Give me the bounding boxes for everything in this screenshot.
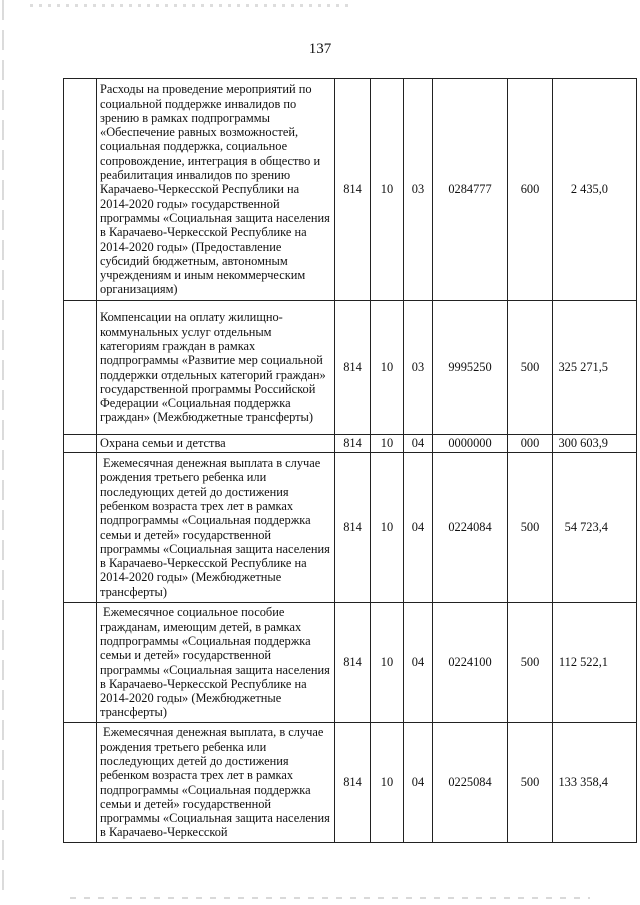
subsection-cell: 04 <box>404 723 433 843</box>
amount-cell: 2 435,0 <box>553 79 637 301</box>
amount-cell: 300 603,9 <box>553 435 637 453</box>
row-number-cell <box>64 435 97 453</box>
subsection-cell: 03 <box>404 301 433 435</box>
subsection-cell: 04 <box>404 603 433 723</box>
table-row <box>64 301 637 435</box>
table-row <box>64 723 637 843</box>
row-number-cell <box>64 603 97 723</box>
grbs-cell: 814 <box>335 453 371 603</box>
table-row <box>64 435 637 453</box>
expense-name-cell: Ежемесячная денежная выплата в случае рождения третьего ребенка или последующих детей до достижения ребенком возраста трех лет в рамках подпрограммы «Социальная поддержка семьи и детей» государственной программы «Социальная защита населения в Карачаево-Черкесской Республике на 2014-2020 годы» (Межбюджетные трансферты) <box>97 453 335 603</box>
row-number-cell <box>64 79 97 301</box>
page-number: 137 <box>308 41 332 57</box>
scan-artifact-bottom <box>70 897 590 899</box>
amount-cell: 325 271,5 <box>553 301 637 435</box>
expense-name-cell: Охрана семьи и детства <box>97 435 335 453</box>
amount-cell: 112 522,1 <box>553 603 637 723</box>
row-number-cell <box>64 723 97 843</box>
subsection-cell: 04 <box>404 453 433 603</box>
target-article-cell: 0224100 <box>433 603 508 723</box>
grbs-cell: 814 <box>335 723 371 843</box>
grbs-cell: 814 <box>335 79 371 301</box>
target-article-cell: 0284777 <box>433 79 508 301</box>
row-number-cell <box>64 301 97 435</box>
grbs-cell: 814 <box>335 603 371 723</box>
section-cell: 10 <box>371 79 404 301</box>
section-cell: 10 <box>371 435 404 453</box>
expense-name-cell: Расходы на проведение мероприятий по социальной поддержке инвалидов по зрению в рамках подпрограммы «Обеспечение равных возможностей, социальная поддержка, социальное сопровождение, интеграция в общество и реабилитация инвалидов по зрению Карачаево-Черкесской Республики на 2014-2020 годы» государственной программы «Социальная защита населения в Карачаево-Черкесской Республике на 2014-2020 годы» (Предоставление субсидий бюджетным, автономным учреждениям и иным некоммерческим организациям) <box>97 79 335 301</box>
expense-type-cell: 500 <box>508 603 553 723</box>
expense-type-cell: 500 <box>508 723 553 843</box>
table-row <box>64 453 637 603</box>
target-article-cell: 0225084 <box>433 723 508 843</box>
amount-cell: 54 723,4 <box>553 453 637 603</box>
target-article-cell: 0000000 <box>433 435 508 453</box>
budget-table <box>63 78 637 843</box>
amount-cell: 133 358,4 <box>553 723 637 843</box>
table-row <box>64 79 637 301</box>
expense-type-cell: 000 <box>508 435 553 453</box>
subsection-cell: 04 <box>404 435 433 453</box>
row-number-cell <box>64 453 97 603</box>
expense-type-cell: 500 <box>508 301 553 435</box>
scan-artifact-left <box>2 0 4 900</box>
expense-type-cell: 600 <box>508 79 553 301</box>
subsection-cell: 03 <box>404 79 433 301</box>
section-cell: 10 <box>371 603 404 723</box>
expense-type-cell: 500 <box>508 453 553 603</box>
grbs-cell: 814 <box>335 435 371 453</box>
grbs-cell: 814 <box>335 301 371 435</box>
table-row <box>64 603 637 723</box>
scan-artifact-top <box>30 4 350 7</box>
expense-name-cell: Ежемесячное социальное пособие гражданам, имеющим детей, в рамках подпрограммы «Социальная поддержка семьи и детей» государственной программы «Социальная защита населения в Карачаево-Черкесской Республике на 2014-2020 годы» (Межбюджетные трансферты) <box>97 603 335 723</box>
section-cell: 10 <box>371 723 404 843</box>
target-article-cell: 0224084 <box>433 453 508 603</box>
expense-name-cell: Компенсации на оплату жилищно-коммунальных услуг отдельным категориям граждан в рамках подпрограммы «Развитие мер социальной поддержки отдельных категорий граждан» государственной программы Российской Федерации «Социальная поддержка граждан» (Межбюджетные трансферты) <box>97 301 335 435</box>
expense-name-cell: Ежемесячная денежная выплата, в случае рождения третьего ребенка или последующих детей до достижения ребенком возраста трех лет в рамках подпрограммы «Социальная поддержка семьи и детей» государственной программы «Социальная защита населения в Карачаево-Черкесской <box>97 723 335 843</box>
target-article-cell: 9995250 <box>433 301 508 435</box>
section-cell: 10 <box>371 453 404 603</box>
section-cell: 10 <box>371 301 404 435</box>
